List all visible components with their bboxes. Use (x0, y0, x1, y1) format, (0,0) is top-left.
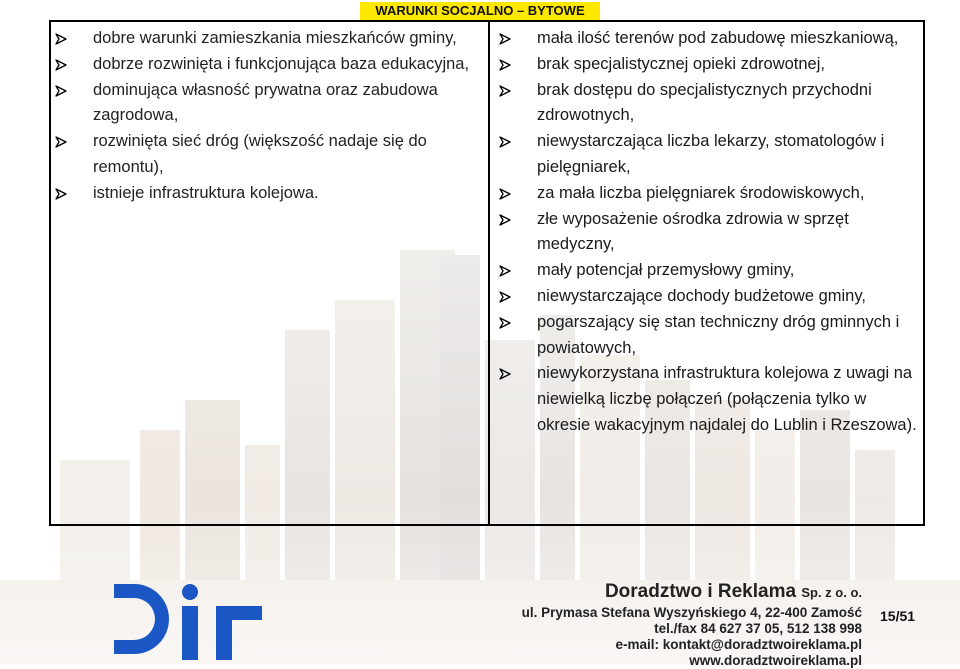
list-item-text: istnieje infrastruktura kolejowa. (93, 183, 319, 202)
page-number: 15/51 (880, 608, 916, 624)
list-item (499, 258, 923, 284)
list-item (55, 181, 479, 207)
weaknesses-list (499, 26, 923, 439)
list-item (499, 78, 923, 130)
list-item-text: dobre warunki zamieszkania mieszkańców gminy, (93, 29, 457, 47)
list-item-text: mały potencjał przemysłowy gminy, (537, 261, 795, 280)
list-item-text: za mała liczba pielęgniarek środowiskowych, (537, 183, 865, 202)
company-address: ul. Prymasa Stefana Wyszyńskiego 4, 22-400 Zamość (521, 605, 862, 620)
list-item (499, 129, 923, 181)
list-item-text: dominująca własność prywatna oraz zabudowa zagrodowa, (93, 80, 438, 125)
list-item (499, 284, 923, 310)
swot-table (49, 20, 925, 526)
arrow-bullet-icon (55, 188, 67, 200)
arrow-bullet-icon (499, 265, 511, 277)
list-item-text: niewystarczająca liczba lekarzy, stomatologów i pielęgniarek, (537, 132, 885, 176)
list-item-text: niewystarczające dochody budżetowe gminy, (537, 286, 866, 305)
list-item (55, 52, 479, 78)
list-item-text: dobrze rozwinięta i funkcjonująca baza edukacyjna, (93, 54, 470, 73)
list-item (55, 26, 479, 52)
column-divider (488, 22, 490, 524)
arrow-bullet-icon (55, 136, 67, 148)
list-item (499, 361, 923, 438)
list-item (55, 78, 479, 130)
list-item-text: mała ilość terenów pod zabudowę mieszkaniową, (537, 29, 899, 47)
company-info (502, 580, 862, 669)
list-item-text: pogarszający się stan techniczny dróg gminnych i powiatowych, (537, 312, 900, 357)
arrow-bullet-icon (499, 59, 511, 71)
company-name: Doradztwo i Reklama Sp. z o. o. (604, 581, 862, 602)
arrow-bullet-icon (499, 33, 511, 45)
list-item (499, 52, 923, 78)
arrow-bullet-icon (55, 85, 67, 97)
list-item-text: rozwinięta sieć dróg (większość nadaje się do remontu), (93, 132, 427, 176)
list-item (499, 207, 923, 259)
list-item (499, 26, 923, 52)
arrow-bullet-icon (499, 214, 511, 226)
strengths-list (55, 26, 479, 207)
arrow-bullet-icon (499, 368, 511, 380)
company-website: www.doradztwoireklama.pl (689, 653, 862, 668)
arrow-bullet-icon (499, 136, 511, 148)
list-item (499, 181, 923, 207)
arrow-bullet-icon (55, 33, 67, 45)
arrow-bullet-icon (499, 188, 511, 200)
arrow-bullet-icon (499, 85, 511, 97)
list-item-text: brak dostępu do specjalistycznych przychodni zdrowotnych, (537, 80, 872, 125)
company-phone: tel./fax 84 627 37 05, 512 138 998 (654, 621, 862, 636)
arrow-bullet-icon (499, 291, 511, 303)
list-item-text: złe wyposażenie ośrodka zdrowia w sprzęt medyczny, (537, 209, 849, 254)
list-item (55, 129, 479, 181)
company-email: e-mail: kontakt@doradztwoireklama.pl (615, 637, 862, 652)
section-title: WARUNKI SOCJALNO – BYTOWE (360, 2, 600, 20)
list-item (499, 310, 923, 362)
list-item-text: brak specjalistycznej opieki zdrowotnej, (537, 54, 825, 73)
arrow-bullet-icon (499, 317, 511, 329)
list-item-text: niewykorzystana infrastruktura kolejowa z uwagi na niewielką liczbę połączeń (połączenia tylko w okresie wakacyjnym najdalej do Lublin i Rzeszowa). (537, 364, 917, 434)
company-logo (112, 582, 272, 662)
arrow-bullet-icon (55, 59, 67, 71)
